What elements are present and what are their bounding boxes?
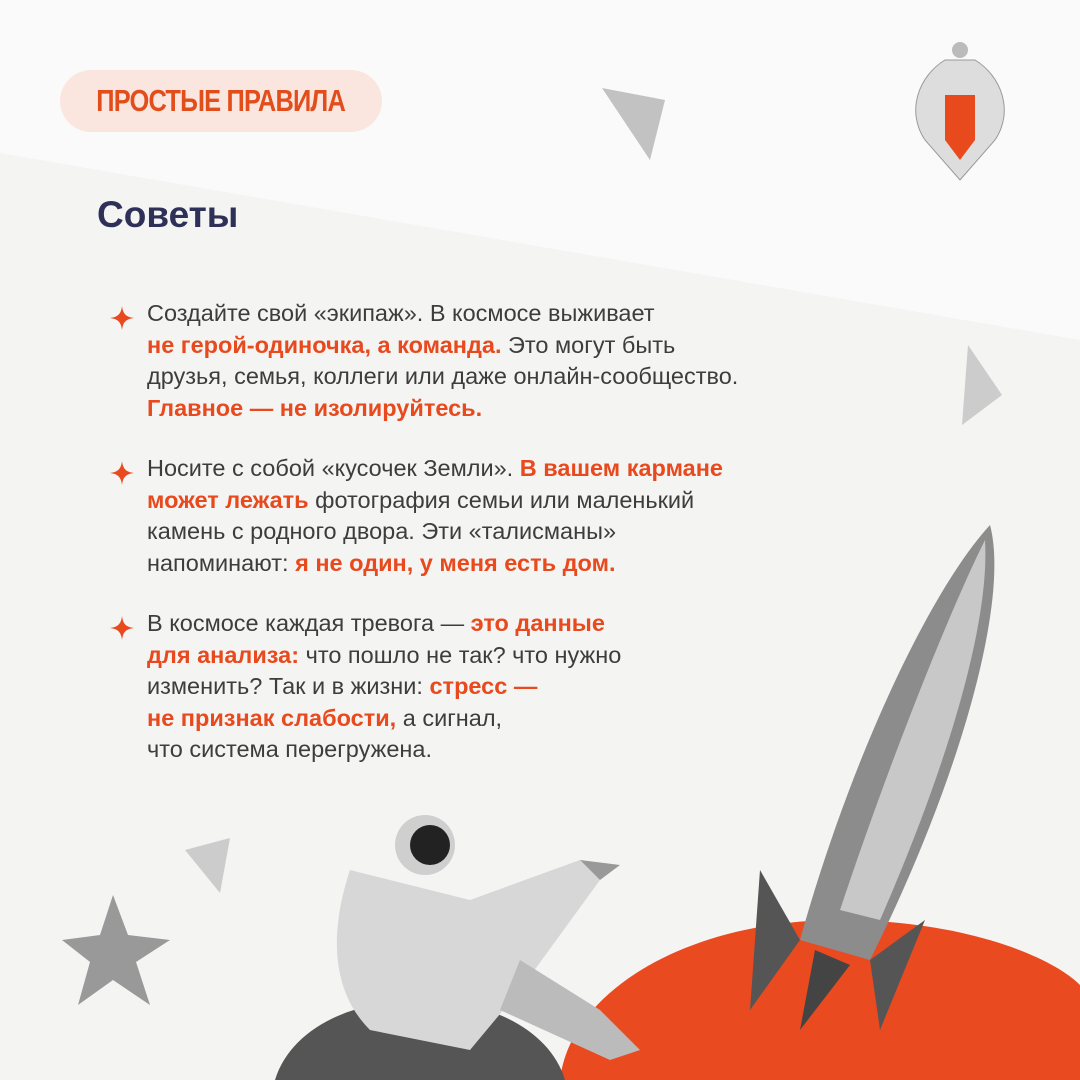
triangle-shape <box>185 838 230 893</box>
ministry-emblem <box>916 42 1005 180</box>
highlight-text: стресс — <box>429 673 538 699</box>
highlight-text: не герой-одиночка, а команда. <box>147 331 502 358</box>
body-text: Создайте свой «экипаж». В космосе выживает <box>147 300 655 326</box>
tip-line <box>147 453 738 485</box>
tip-line <box>147 608 738 640</box>
body-text: фотография семьи или маленький <box>308 486 695 513</box>
body-text: что система перегружена. <box>147 736 432 762</box>
body-text: что пошло не так? что нужно <box>299 641 622 668</box>
tip-line <box>147 485 738 517</box>
section-badge <box>60 70 382 132</box>
tip-line <box>147 734 738 766</box>
sparkle-bullet-icon <box>110 461 134 485</box>
highlight-text: В вашем кармане <box>519 455 723 481</box>
sparkle-bullet-icon <box>110 616 134 640</box>
tip-line <box>147 548 738 580</box>
tip-item <box>110 608 738 766</box>
body-text: В космосе каждая тревога — <box>147 610 471 636</box>
tip-line <box>147 361 738 393</box>
body-text: напоминают: <box>147 549 296 576</box>
highlight-text: для анализа: <box>147 641 300 668</box>
tips-list <box>110 298 738 795</box>
tip-line <box>147 640 738 672</box>
highlight-text: Главное — не изолируйтесь. <box>147 394 483 421</box>
tip-item <box>110 453 738 579</box>
tip-item <box>110 298 738 424</box>
body-text: камень с родного двора. Эти «талисманы» <box>147 518 617 544</box>
highlight-text: не признак слабости, <box>147 704 397 731</box>
astronaut <box>337 815 640 1060</box>
badge-label: ПРОСТЫЕ ПРАВИЛА <box>96 83 346 118</box>
highlight-text: может лежать <box>147 486 309 513</box>
body-text: а сигнал, <box>396 704 503 731</box>
body-text: Носите с собой «кусочек Земли». <box>147 455 520 481</box>
triangle-shape <box>962 345 1002 425</box>
tip-line <box>147 703 738 735</box>
page-title: Советы <box>97 194 239 235</box>
tip-line <box>147 330 738 362</box>
star-shape <box>62 895 170 1005</box>
sparkle-bullet-icon <box>110 306 134 330</box>
triangle-shape <box>602 88 665 160</box>
tip-line <box>147 393 738 425</box>
tip-line <box>147 298 738 330</box>
tip-line <box>147 516 738 548</box>
highlight-text: это данные <box>470 610 605 636</box>
tip-line <box>147 671 738 703</box>
highlight-text: я не один, у меня есть дом. <box>295 549 616 576</box>
body-text: Это могут быть <box>501 331 676 358</box>
body-text: друзья, семья, коллеги или даже онлайн-сообщество. <box>147 363 739 389</box>
body-text: изменить? Так и в жизни: <box>147 673 430 699</box>
